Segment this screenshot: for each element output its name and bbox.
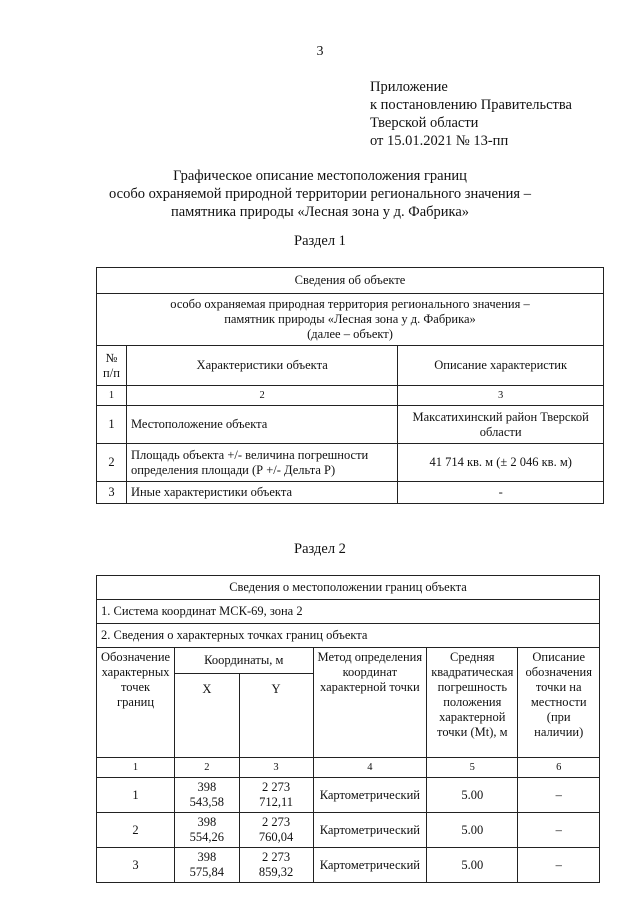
- title-line: особо охраняемой природной территории регионального значения –: [109, 186, 531, 202]
- point-number: 1: [97, 778, 175, 813]
- object-line: (далее – объект): [307, 327, 393, 341]
- index-cell: 2: [175, 758, 240, 778]
- point-description: –: [518, 848, 600, 883]
- header-coords: Координаты, м: [175, 648, 313, 674]
- error-value: 5.00: [427, 813, 518, 848]
- object-line: памятник природы «Лесная зона у д. Фабрика»: [224, 312, 476, 326]
- section-1-heading: Раздел 1: [294, 233, 346, 249]
- title-line: памятника природы «Лесная зона у д. Фабрика»: [170, 204, 470, 220]
- header-error: Средняя квадратическая погрешность положения характерной точки (Mt), м: [427, 648, 518, 758]
- row-num: 3: [97, 482, 127, 504]
- appendix-block: [370, 78, 572, 150]
- point-number: 3: [97, 848, 175, 883]
- boundary-points-table: [96, 575, 600, 883]
- object-name-cell: [97, 294, 604, 346]
- coord-x: 398 543,58: [175, 778, 240, 813]
- row-num: 1: [97, 406, 127, 444]
- appendix-line: Тверской области: [370, 115, 479, 131]
- appendix-line: от 15.01.2021 № 13-пп: [370, 133, 509, 149]
- index-cell: 6: [518, 758, 600, 778]
- index-cell: 3: [239, 758, 313, 778]
- method: Картометрический: [313, 848, 427, 883]
- coord-y: 2 273 859,32: [239, 848, 313, 883]
- coord-y: 2 273 712,11: [239, 778, 313, 813]
- table-row: [97, 482, 604, 504]
- header-x: X: [175, 674, 240, 758]
- appendix-line: к постановлению Правительства: [370, 97, 572, 113]
- document-title: [0, 167, 640, 221]
- row-characteristic: Местоположение объекта: [126, 406, 397, 444]
- header-characteristics: Характеристики объекта: [126, 346, 397, 386]
- points-title: 2. Сведения о характерных точках границ объекта: [97, 624, 600, 648]
- table-row: [97, 778, 600, 813]
- index-cell: 5: [427, 758, 518, 778]
- header-method: Метод определения координат характерной точки: [313, 648, 427, 758]
- point-description: –: [518, 778, 600, 813]
- header-designation: Обозначение характерных точек границ: [97, 648, 175, 758]
- header-point-description: Описание обозначения точки на местности (при наличии): [518, 648, 600, 758]
- index-cell: 1: [97, 386, 127, 406]
- index-cell: 2: [126, 386, 397, 406]
- header-num: № п/п: [97, 346, 127, 386]
- coord-system: 1. Система координат МСК-69, зона 2: [97, 600, 600, 624]
- coord-x: 398 554,26: [175, 813, 240, 848]
- object-line: особо охраняемая природная территория регионального значения –: [170, 297, 530, 311]
- row-num: 2: [97, 444, 127, 482]
- table-title: Сведения об объекте: [97, 268, 604, 294]
- error-value: 5.00: [427, 778, 518, 813]
- method: Картометрический: [313, 813, 427, 848]
- table-row: [97, 813, 600, 848]
- row-description: 41 714 кв. м (± 2 046 кв. м): [398, 444, 604, 482]
- method: Картометрический: [313, 778, 427, 813]
- point-description: –: [518, 813, 600, 848]
- table-row: [97, 406, 604, 444]
- coord-y: 2 273 760,04: [239, 813, 313, 848]
- point-number: 2: [97, 813, 175, 848]
- index-cell: 4: [313, 758, 427, 778]
- row-characteristic: Иные характеристики объекта: [126, 482, 397, 504]
- index-cell: 1: [97, 758, 175, 778]
- table-title: Сведения о местоположении границ объекта: [97, 576, 600, 600]
- table-row: [97, 444, 604, 482]
- table-row: [97, 848, 600, 883]
- row-description: -: [398, 482, 604, 504]
- object-info-table: [96, 267, 604, 504]
- page-number: 3: [316, 44, 324, 59]
- header-y: Y: [239, 674, 313, 758]
- appendix-line: Приложение: [370, 79, 448, 95]
- coord-x: 398 575,84: [175, 848, 240, 883]
- error-value: 5.00: [427, 848, 518, 883]
- section-2-heading: Раздел 2: [294, 541, 346, 557]
- row-description: Максатихинский район Тверской области: [398, 406, 604, 444]
- row-characteristic: Площадь объекта +/- величина погрешности определения площади (Р +/- Дельта Р): [126, 444, 397, 482]
- header-description: Описание характеристик: [398, 346, 604, 386]
- title-line: Графическое описание местоположения границ: [173, 168, 467, 184]
- index-cell: 3: [398, 386, 604, 406]
